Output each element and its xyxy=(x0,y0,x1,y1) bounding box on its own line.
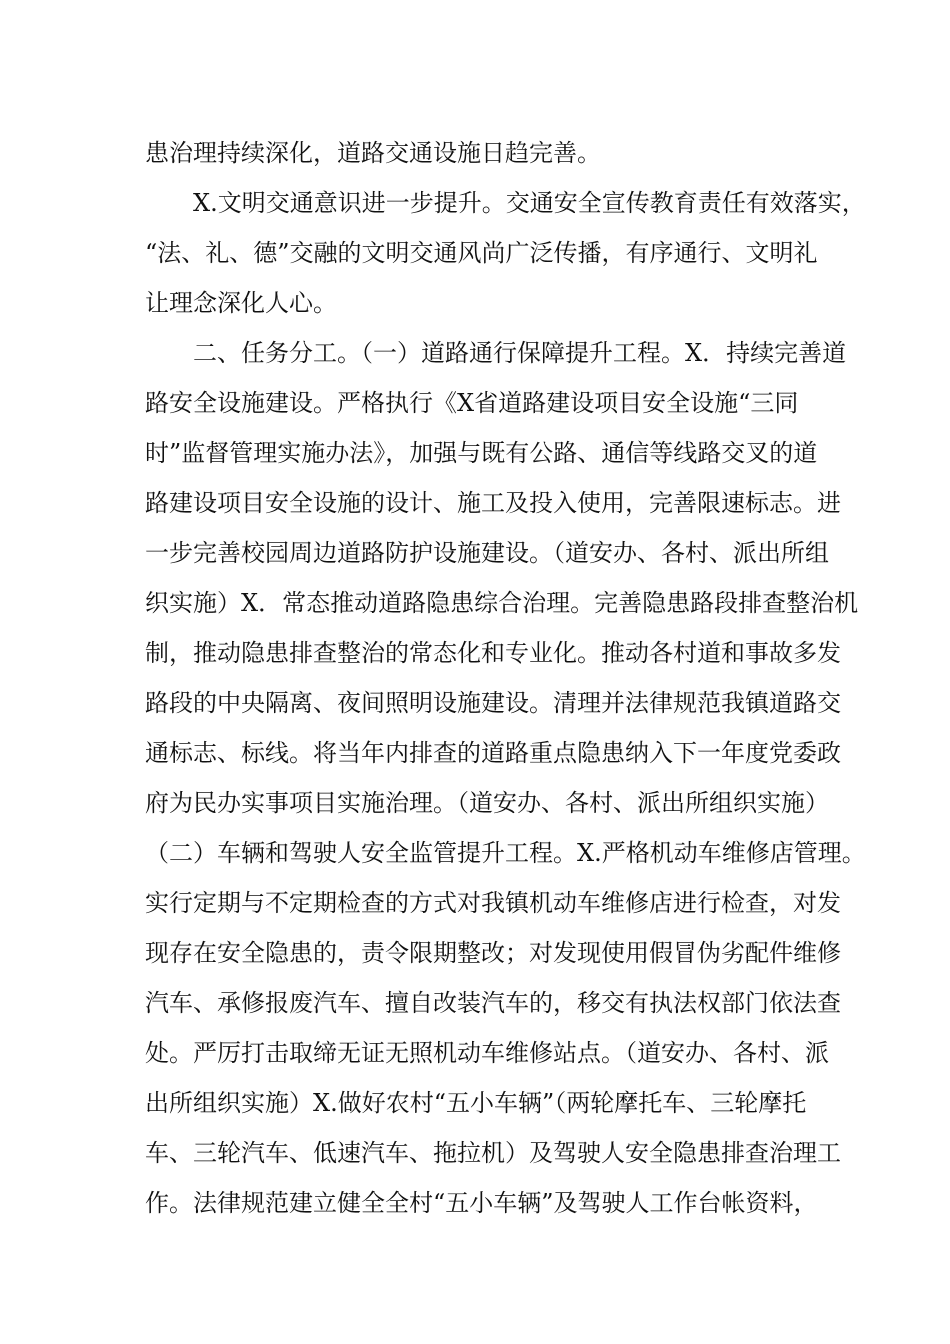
text-line-14: 府为民办实事项目实施治理。（道安办、各村、派出所组织实施） xyxy=(145,789,829,817)
text-line-16: 实行定期与不定期检查的方式对我镇机动车维修店进行检查，对发 xyxy=(145,889,841,917)
text-line-13: 通标志、标线。将当年内排查的道路重点隐患纳入下一年度党委政 xyxy=(145,739,841,767)
text-line-10: 织实施）X．常态推动道路隐患综合治理。完善隐患路段排查整治机 xyxy=(145,589,859,617)
text-line-8: 路建设项目安全设施的设计、施工及投入使用，完善限速标志。进 xyxy=(145,489,841,517)
text-line-20: 出所组织实施）X.做好农村“五小车辆”（两轮摩托车、三轮摩托 xyxy=(145,1089,807,1117)
text-line-5: 二、任务分工。（一）道路通行保障提升工程。X．持续完善道 xyxy=(193,339,847,367)
text-line-9: 一步完善校园周边道路防护设施建设。（道安办、各村、派出所组 xyxy=(145,539,829,567)
text-line-15: （二）车辆和驾驶人安全监管提升工程。X.严格机动车维修店管理。 xyxy=(145,839,866,867)
text-line-4: 让理念深化人心。 xyxy=(145,289,337,317)
text-line-2: X.文明交通意识进一步提升。交通安全宣传教育责任有效落实， xyxy=(193,189,866,217)
text-line-1: 患治理持续深化，道路交通设施日趋完善。 xyxy=(145,139,601,167)
text-line-7: 时”监督管理实施办法》，加强与既有公路、通信等线路交叉的道 xyxy=(145,439,818,467)
text-line-17: 现存在安全隐患的，责令限期整改；对发现使用假冒伪劣配件维修 xyxy=(145,939,841,967)
text-line-3: “法、礼、德”交融的文明交通风尚广泛传播，有序通行、文明礼 xyxy=(145,239,818,267)
text-line-19: 处。严厉打击取缔无证无照机动车维修站点。（道安办、各村、派 xyxy=(145,1039,829,1067)
text-line-12: 路段的中央隔离、夜间照明设施建设。清理并法律规范我镇道路交 xyxy=(145,689,841,717)
text-line-18: 汽车、承修报废汽车、擅自改装汽车的，移交有执法权部门依法查 xyxy=(145,989,841,1017)
text-line-21: 车、三轮汽车、低速汽车、拖拉机）及驾驶人安全隐患排查治理工 xyxy=(145,1139,841,1167)
text-line-6: 路安全设施建设。严格执行《X省道路建设项目安全设施“三同 xyxy=(145,389,799,417)
body-text xyxy=(145,128,866,1228)
text-line-22: 作。法律规范建立健全全村“五小车辆”及驾驶人工作台帐资料， xyxy=(145,1189,818,1217)
text-line-11: 制，推动隐患排查整治的常态化和专业化。推动各村道和事故多发 xyxy=(145,639,841,667)
